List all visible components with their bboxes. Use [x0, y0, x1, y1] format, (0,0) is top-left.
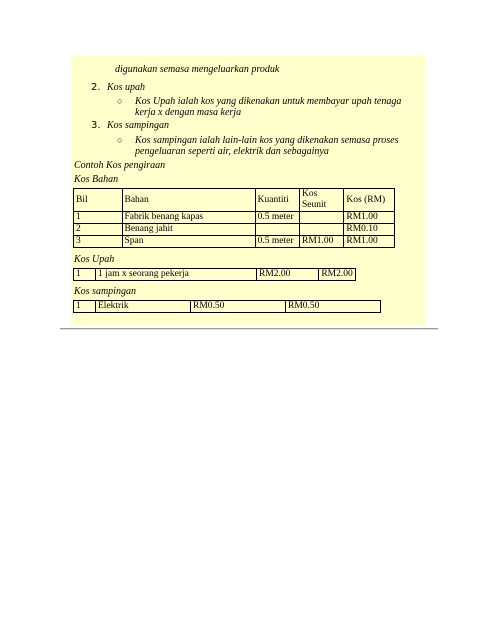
- item-2-bullet-icon: ○: [117, 96, 123, 106]
- header-kuantiti: Kuantiti: [255, 189, 299, 212]
- intro-line: digunakan semasa mengeluarkan produk: [115, 64, 280, 75]
- item-3-desc-line2: pengeluaran seperti air, elektrik dan sebagainya: [135, 146, 329, 157]
- kos-bahan-table: [73, 188, 395, 248]
- item-2-desc-line2: kerja x dengan masa kerja: [135, 107, 242, 118]
- item-2-desc-line1: Kos Upah ialah kos yang dikenakan untuk membayar upah tenaga: [135, 96, 402, 107]
- cell-bil: 2: [74, 224, 123, 236]
- cell-kos-rm: RM2.00: [319, 269, 356, 281]
- kos-upah-heading: Kos Upah: [74, 254, 115, 265]
- header-bil: Bil: [74, 189, 123, 212]
- cell-desc: Elektrik: [96, 301, 191, 313]
- cell-bil: 1: [74, 269, 96, 281]
- cell-bahan: Span: [122, 236, 255, 248]
- cell-kos-seunit: [300, 224, 344, 236]
- kos-sampingan-heading: Kos sampingan: [74, 286, 136, 297]
- item-3-bullet-icon: ○: [117, 135, 123, 145]
- item-3-number: 3.: [91, 120, 101, 131]
- table-row: [74, 269, 356, 281]
- cell-kuantiti: 0.5 meter: [255, 212, 299, 224]
- cell-kos-rm: RM0.10: [344, 224, 395, 236]
- header-kos-seunit: Kos Seunit: [300, 189, 344, 212]
- header-bahan: Bahan: [122, 189, 255, 212]
- table-header-row: [74, 189, 395, 212]
- cell-bil: 1: [74, 212, 123, 224]
- table-row: [74, 212, 395, 224]
- horizontal-divider: [60, 328, 438, 330]
- item-2-title: Kos upah: [107, 82, 146, 93]
- cell-kos-rm: RM1.00: [344, 212, 395, 224]
- cell-kos-seunit: RM2.00: [257, 269, 319, 281]
- cell-kuantiti: 0.5 meter: [255, 236, 299, 248]
- cell-kos-rm: RM0.50: [286, 301, 381, 313]
- kos-upah-table: [73, 268, 356, 281]
- cell-bil: 1: [74, 301, 96, 313]
- header-kos-rm: Kos (RM): [344, 189, 395, 212]
- item-3-title: Kos sampingan: [107, 120, 169, 131]
- cell-kos-seunit: RM0.50: [191, 301, 286, 313]
- kos-sampingan-table: [73, 300, 381, 313]
- cell-bahan: Fabrik benang kapas: [122, 212, 255, 224]
- item-3-desc-line1: Kos sampingan ialah lain-lain kos yang dikenakan semasa proses: [135, 135, 399, 146]
- table-row: [74, 236, 395, 248]
- kos-bahan-heading: Kos Bahan: [74, 174, 119, 185]
- example-heading: Contoh Kos pengiraan: [74, 160, 166, 171]
- cell-bahan: Benang jahit: [122, 224, 255, 236]
- cell-kos-seunit: RM1.00: [300, 236, 344, 248]
- item-2-number: 2.: [91, 82, 101, 93]
- table-row: [74, 301, 381, 313]
- cell-kos-rm: RM1.00: [344, 236, 395, 248]
- cell-desc: 1 jam x seorang pekerja: [96, 269, 257, 281]
- cell-kos-seunit: [300, 212, 344, 224]
- cell-bil: 3: [74, 236, 123, 248]
- table-row: [74, 224, 395, 236]
- cell-kuantiti: [255, 224, 299, 236]
